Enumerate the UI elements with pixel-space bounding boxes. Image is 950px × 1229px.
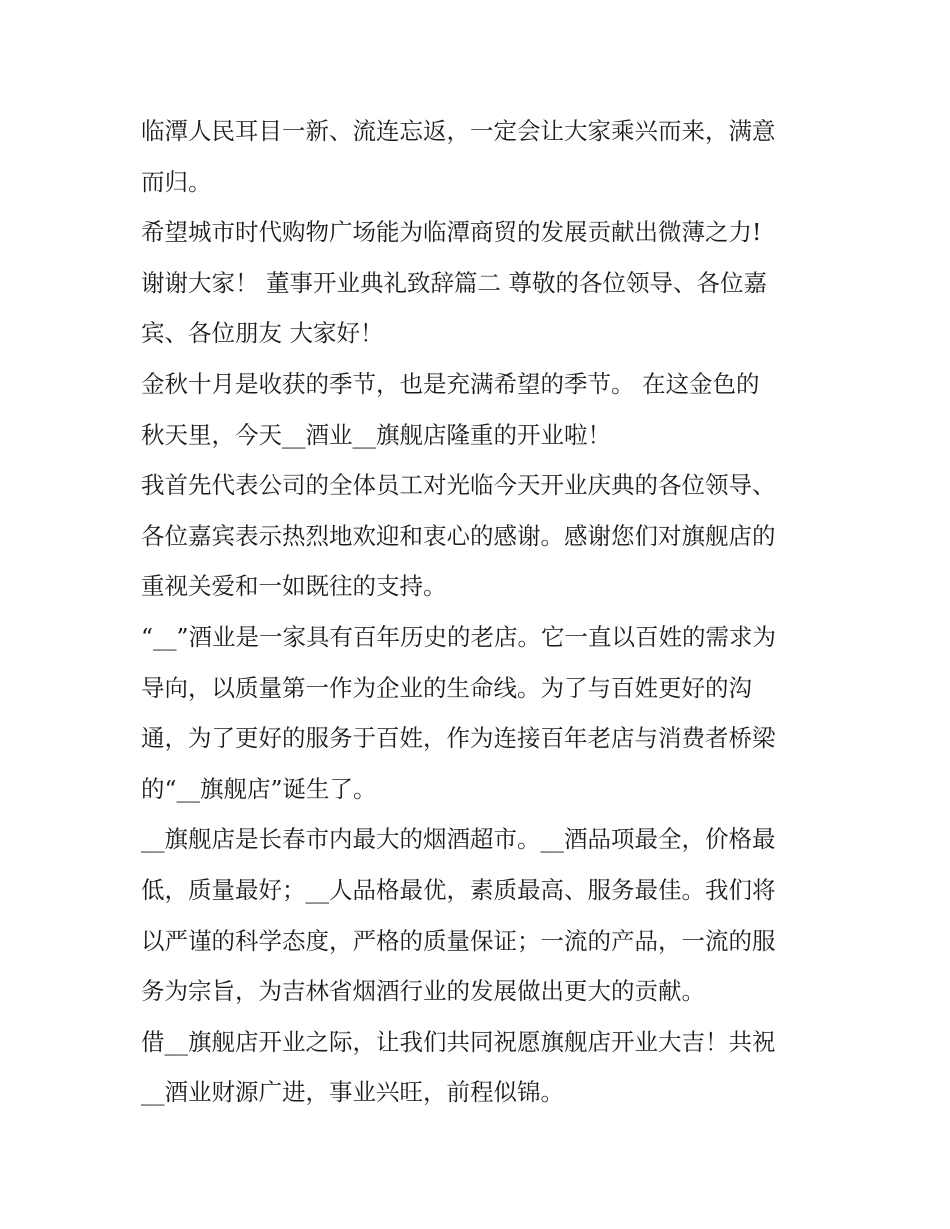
text-line: 低，质量最好；__人品格最优，素质最高、服务最佳。我们将 bbox=[141, 875, 776, 904]
text-line: 希望城市时代购物广场能为临潭商贸的发展贡献出微薄之力! bbox=[141, 218, 762, 247]
text-line: 重视关爱和一如既往的支持。 bbox=[141, 572, 447, 601]
text-line: 宾、各位朋友 大家好！ bbox=[141, 319, 384, 348]
text-line: __旗舰店是长春市内最大的烟酒超市。__酒品项最全，价格最 bbox=[141, 825, 776, 854]
text-line: 秋天里，今天__酒业__旗舰店隆重的开业啦！ bbox=[141, 420, 611, 449]
text-line: 谢谢大家！ 董事开业典礼致辞篇二 尊敬的各位领导、各位嘉 bbox=[141, 268, 767, 297]
text-line: 各位嘉宾表示热烈地欢迎和衷心的感谢。感谢您们对旗舰店的 bbox=[141, 521, 776, 550]
text-line: 务为宗旨，为吉林省烟酒行业的发展做出更大的贡献。 bbox=[141, 977, 705, 1006]
text-line: 我首先代表公司的全体员工对光临今天开业庆典的各位领导、 bbox=[141, 471, 776, 500]
text-line: 金秋十月是收获的季节，也是充满希望的季节。 在这金色的 bbox=[141, 369, 760, 398]
text-line: __酒业财源广进，事业兴旺，前程似锦。 bbox=[141, 1078, 564, 1107]
text-line: 而归。 bbox=[141, 167, 212, 196]
text-line: 导向，以质量第一作为企业的生命线。为了与百姓更好的沟 bbox=[141, 673, 752, 702]
text-line: “__”酒业是一家具有百年历史的老店。它一直以百姓的需求为 bbox=[141, 622, 777, 651]
text-line: 临潭人民耳目一新、流连忘返，一定会让大家乘兴而来，满意 bbox=[141, 117, 776, 145]
text-line: 借__旗舰店开业之际，让我们共同祝愿旗舰店开业大吉！共祝 bbox=[141, 1027, 776, 1056]
text-line: 通，为了更好的服务于百姓，作为连接百年老店与消费者桥梁 bbox=[141, 724, 776, 753]
text-line: 的“__旗舰店”诞生了。 bbox=[141, 774, 377, 803]
document-body bbox=[141, 106, 821, 1118]
text-line: 以严谨的科学态度，严格的质量保证；一流的产品，一流的服 bbox=[141, 926, 776, 955]
